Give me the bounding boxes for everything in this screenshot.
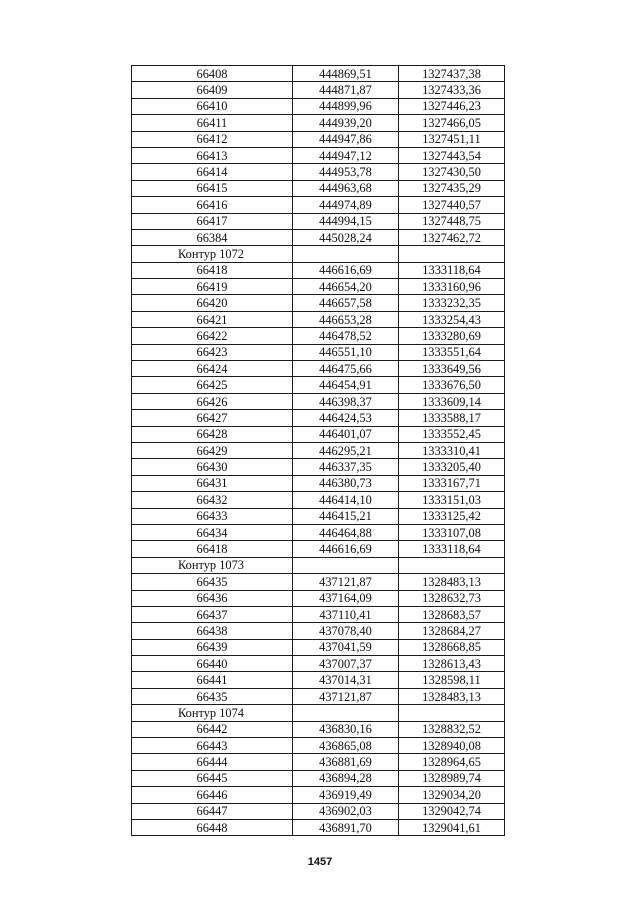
x-coordinate-cell: 444947,12 — [293, 147, 399, 163]
contour-header-row — [132, 705, 505, 721]
point-id-cell: 66431 — [132, 475, 293, 491]
table-row — [132, 656, 505, 672]
point-id-cell: 66446 — [132, 787, 293, 803]
y-coordinate-cell: 1328964,65 — [399, 754, 505, 770]
table-row — [132, 328, 505, 344]
x-coordinate-cell: 446380,73 — [293, 475, 399, 491]
y-coordinate-cell: 1329042,74 — [399, 803, 505, 819]
y-coordinate-cell: 1333254,43 — [399, 311, 505, 327]
point-id-cell: 66418 — [132, 541, 293, 557]
x-coordinate-cell: 446616,69 — [293, 262, 399, 278]
table-row — [132, 279, 505, 295]
empty-cell — [399, 246, 505, 262]
x-coordinate-cell: 444994,15 — [293, 213, 399, 229]
x-coordinate-cell: 437041,59 — [293, 639, 399, 655]
point-id-cell: 66441 — [132, 672, 293, 688]
x-coordinate-cell: 436919,49 — [293, 787, 399, 803]
point-id-cell: 66424 — [132, 361, 293, 377]
point-id-cell: 66417 — [132, 213, 293, 229]
table-row — [132, 262, 505, 278]
y-coordinate-cell: 1333118,64 — [399, 541, 505, 557]
y-coordinate-cell: 1328613,43 — [399, 656, 505, 672]
y-coordinate-cell: 1327451,11 — [399, 131, 505, 147]
contour-label: Контур 1072 — [132, 246, 293, 262]
table-row — [132, 623, 505, 639]
point-id-cell: 66410 — [132, 98, 293, 114]
empty-cell — [293, 705, 399, 721]
point-id-cell: 66448 — [132, 819, 293, 835]
point-id-cell: 66439 — [132, 639, 293, 655]
x-coordinate-cell: 446478,52 — [293, 328, 399, 344]
y-coordinate-cell: 1327443,54 — [399, 147, 505, 163]
table-row — [132, 82, 505, 98]
x-coordinate-cell: 436830,16 — [293, 721, 399, 737]
table-row — [132, 197, 505, 213]
y-coordinate-cell: 1333551,64 — [399, 344, 505, 360]
point-id-cell: 66442 — [132, 721, 293, 737]
y-coordinate-cell: 1333280,69 — [399, 328, 505, 344]
y-coordinate-cell: 1333160,96 — [399, 279, 505, 295]
x-coordinate-cell: 446464,88 — [293, 524, 399, 540]
table-row — [132, 754, 505, 770]
point-id-cell: 66408 — [132, 66, 293, 82]
x-coordinate-cell: 446454,91 — [293, 377, 399, 393]
y-coordinate-cell: 1333205,40 — [399, 459, 505, 475]
point-id-cell: 66412 — [132, 131, 293, 147]
table-row — [132, 98, 505, 114]
x-coordinate-cell: 444869,51 — [293, 66, 399, 82]
point-id-cell: 66437 — [132, 606, 293, 622]
point-id-cell: 66426 — [132, 393, 293, 409]
table-row — [132, 639, 505, 655]
y-coordinate-cell: 1333552,45 — [399, 426, 505, 442]
empty-cell — [293, 557, 399, 573]
point-id-cell: 66433 — [132, 508, 293, 524]
table-row — [132, 180, 505, 196]
coordinates-table — [131, 65, 505, 836]
y-coordinate-cell: 1327430,50 — [399, 164, 505, 180]
x-coordinate-cell: 437110,41 — [293, 606, 399, 622]
y-coordinate-cell: 1328832,52 — [399, 721, 505, 737]
table-row — [132, 819, 505, 835]
point-id-cell: 66444 — [132, 754, 293, 770]
x-coordinate-cell: 437007,37 — [293, 656, 399, 672]
table-row — [132, 590, 505, 606]
x-coordinate-cell: 446657,58 — [293, 295, 399, 311]
x-coordinate-cell: 437078,40 — [293, 623, 399, 639]
point-id-cell: 66443 — [132, 738, 293, 754]
point-id-cell: 66445 — [132, 770, 293, 786]
x-coordinate-cell: 436865,08 — [293, 738, 399, 754]
point-id-cell: 66415 — [132, 180, 293, 196]
x-coordinate-cell: 436881,69 — [293, 754, 399, 770]
point-id-cell: 66423 — [132, 344, 293, 360]
table-row — [132, 344, 505, 360]
x-coordinate-cell: 446398,37 — [293, 393, 399, 409]
table-row — [132, 147, 505, 163]
table-row — [132, 492, 505, 508]
table-row — [132, 738, 505, 754]
point-id-cell: 66418 — [132, 262, 293, 278]
coordinates-table-body — [132, 66, 505, 836]
table-row — [132, 459, 505, 475]
contour-header-row — [132, 557, 505, 573]
point-id-cell: 66427 — [132, 410, 293, 426]
y-coordinate-cell: 1327446,23 — [399, 98, 505, 114]
point-id-cell: 66384 — [132, 229, 293, 245]
point-id-cell: 66435 — [132, 574, 293, 590]
table-row — [132, 541, 505, 557]
table-row — [132, 721, 505, 737]
table-row — [132, 229, 505, 245]
x-coordinate-cell: 444963,68 — [293, 180, 399, 196]
x-coordinate-cell: 444947,86 — [293, 131, 399, 147]
y-coordinate-cell: 1333232,35 — [399, 295, 505, 311]
point-id-cell: 66430 — [132, 459, 293, 475]
x-coordinate-cell: 446653,28 — [293, 311, 399, 327]
table-row — [132, 672, 505, 688]
y-coordinate-cell: 1328989,74 — [399, 770, 505, 786]
table-row — [132, 164, 505, 180]
table-row — [132, 213, 505, 229]
table-row — [132, 115, 505, 131]
y-coordinate-cell: 1333125,42 — [399, 508, 505, 524]
y-coordinate-cell: 1328483,13 — [399, 688, 505, 704]
y-coordinate-cell: 1329034,20 — [399, 787, 505, 803]
x-coordinate-cell: 437121,87 — [293, 574, 399, 590]
point-id-cell: 66413 — [132, 147, 293, 163]
x-coordinate-cell: 446654,20 — [293, 279, 399, 295]
x-coordinate-cell: 444899,96 — [293, 98, 399, 114]
y-coordinate-cell: 1328632,73 — [399, 590, 505, 606]
x-coordinate-cell: 437164,09 — [293, 590, 399, 606]
y-coordinate-cell: 1333649,56 — [399, 361, 505, 377]
x-coordinate-cell: 444939,20 — [293, 115, 399, 131]
point-id-cell: 66447 — [132, 803, 293, 819]
table-row — [132, 66, 505, 82]
y-coordinate-cell: 1333118,64 — [399, 262, 505, 278]
table-row — [132, 508, 505, 524]
table-row — [132, 524, 505, 540]
y-coordinate-cell: 1328683,57 — [399, 606, 505, 622]
x-coordinate-cell: 444871,87 — [293, 82, 399, 98]
empty-cell — [399, 557, 505, 573]
y-coordinate-cell: 1328940,08 — [399, 738, 505, 754]
y-coordinate-cell: 1333676,50 — [399, 377, 505, 393]
y-coordinate-cell: 1328598,11 — [399, 672, 505, 688]
x-coordinate-cell: 445028,24 — [293, 229, 399, 245]
point-id-cell: 66434 — [132, 524, 293, 540]
x-coordinate-cell: 446401,07 — [293, 426, 399, 442]
point-id-cell: 66425 — [132, 377, 293, 393]
x-coordinate-cell: 446551,10 — [293, 344, 399, 360]
point-id-cell: 66421 — [132, 311, 293, 327]
contour-label: Контур 1074 — [132, 705, 293, 721]
x-coordinate-cell: 446414,10 — [293, 492, 399, 508]
point-id-cell: 66436 — [132, 590, 293, 606]
point-id-cell: 66409 — [132, 82, 293, 98]
point-id-cell: 66422 — [132, 328, 293, 344]
x-coordinate-cell: 446295,21 — [293, 442, 399, 458]
table-row — [132, 393, 505, 409]
y-coordinate-cell: 1333609,14 — [399, 393, 505, 409]
x-coordinate-cell: 436891,70 — [293, 819, 399, 835]
table-row — [132, 787, 505, 803]
y-coordinate-cell: 1327466,05 — [399, 115, 505, 131]
table-row — [132, 442, 505, 458]
y-coordinate-cell: 1333588,17 — [399, 410, 505, 426]
point-id-cell: 66411 — [132, 115, 293, 131]
page-number: 1457 — [307, 856, 333, 868]
table-row — [132, 361, 505, 377]
y-coordinate-cell: 1333151,03 — [399, 492, 505, 508]
x-coordinate-cell: 436902,03 — [293, 803, 399, 819]
table-row — [132, 606, 505, 622]
x-coordinate-cell: 436894,28 — [293, 770, 399, 786]
x-coordinate-cell: 444974,89 — [293, 197, 399, 213]
point-id-cell: 66429 — [132, 442, 293, 458]
y-coordinate-cell: 1327462,72 — [399, 229, 505, 245]
y-coordinate-cell: 1327440,57 — [399, 197, 505, 213]
empty-cell — [293, 246, 399, 262]
table-row — [132, 311, 505, 327]
point-id-cell: 66414 — [132, 164, 293, 180]
point-id-cell: 66416 — [132, 197, 293, 213]
y-coordinate-cell: 1329041,61 — [399, 819, 505, 835]
y-coordinate-cell: 1333107,08 — [399, 524, 505, 540]
y-coordinate-cell: 1327437,38 — [399, 66, 505, 82]
y-coordinate-cell: 1327435,29 — [399, 180, 505, 196]
point-id-cell: 66420 — [132, 295, 293, 311]
x-coordinate-cell: 444953,78 — [293, 164, 399, 180]
x-coordinate-cell: 446337,35 — [293, 459, 399, 475]
table-row — [132, 410, 505, 426]
contour-header-row — [132, 246, 505, 262]
x-coordinate-cell: 446616,69 — [293, 541, 399, 557]
table-row — [132, 295, 505, 311]
x-coordinate-cell: 446475,66 — [293, 361, 399, 377]
point-id-cell: 66438 — [132, 623, 293, 639]
y-coordinate-cell: 1333167,71 — [399, 475, 505, 491]
table-row — [132, 475, 505, 491]
y-coordinate-cell: 1328483,13 — [399, 574, 505, 590]
x-coordinate-cell: 446415,21 — [293, 508, 399, 524]
table-row — [132, 377, 505, 393]
table-row — [132, 803, 505, 819]
y-coordinate-cell: 1328668,85 — [399, 639, 505, 655]
y-coordinate-cell: 1327448,75 — [399, 213, 505, 229]
x-coordinate-cell: 437014,31 — [293, 672, 399, 688]
y-coordinate-cell: 1328684,27 — [399, 623, 505, 639]
table-row — [132, 688, 505, 704]
table-row — [132, 426, 505, 442]
point-id-cell: 66440 — [132, 656, 293, 672]
y-coordinate-cell: 1327433,36 — [399, 82, 505, 98]
table-row — [132, 131, 505, 147]
empty-cell — [399, 705, 505, 721]
point-id-cell: 66428 — [132, 426, 293, 442]
point-id-cell: 66435 — [132, 688, 293, 704]
point-id-cell: 66432 — [132, 492, 293, 508]
x-coordinate-cell: 437121,87 — [293, 688, 399, 704]
x-coordinate-cell: 446424,53 — [293, 410, 399, 426]
y-coordinate-cell: 1333310,41 — [399, 442, 505, 458]
contour-label: Контур 1073 — [132, 557, 293, 573]
table-row — [132, 574, 505, 590]
table-row — [132, 770, 505, 786]
point-id-cell: 66419 — [132, 279, 293, 295]
